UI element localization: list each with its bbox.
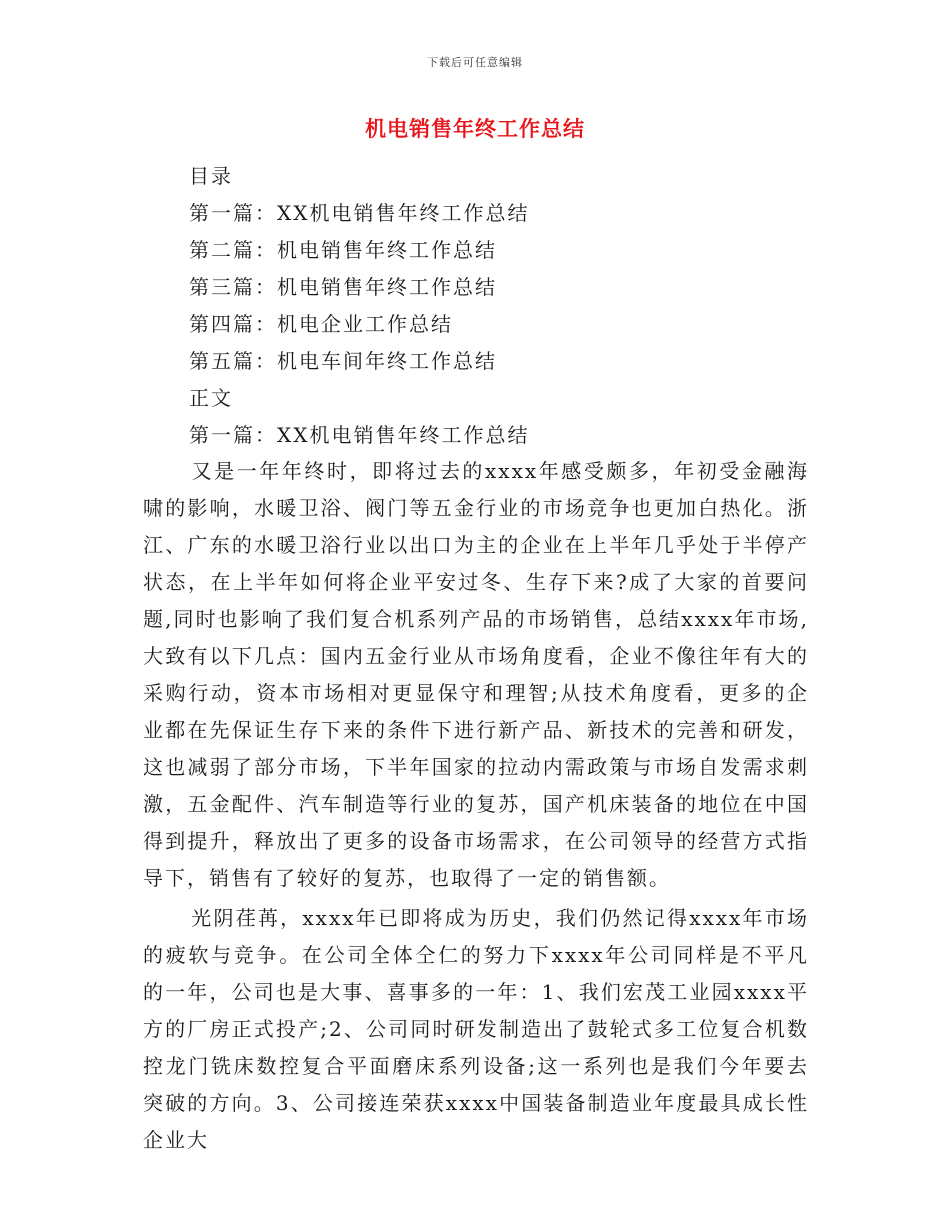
body-paragraph-1: [143, 453, 809, 897]
paragraph-text: 光阴荏苒，xxxx年已即将成为历史，我们仍然记得xxxx年市场的疲软与竞争。在公司全体仝仁的努力下xxxx年公司同样是不平凡的一年，公司也是大事、喜事多的一年：1、我们宏茂工业园xxxx平方的厂房正式投产;2、公司同时研发制造出了鼓轮式多工位复合机数控龙门铣床数控复合平面磨床系列设备;这一系列也是我们今年要去突破的方向。3、公司接连荣获xxxx中国装备制造业年度最具成长性企业大: [143, 906, 809, 1152]
document-title: 机电销售年终工作总结: [365, 117, 585, 141]
body-paragraph-2: [143, 900, 809, 1159]
body-heading: 正文: [189, 386, 233, 410]
table-of-contents: [189, 158, 529, 454]
toc-item: 第五篇：机电车间年终工作总结: [189, 349, 497, 373]
page-header-note: 下载后可任意编辑: [427, 56, 523, 69]
toc-item: 第三篇：机电销售年终工作总结: [189, 275, 497, 299]
toc-item: 第四篇：机电企业工作总结: [189, 312, 453, 336]
toc-item: 第一篇：XX机电销售年终工作总结: [189, 201, 530, 225]
paragraph-text: 又是一年年终时，即将过去的xxxx年感受颇多，年初受金融海啸的影响，水暖卫浴、阀门等五金行业的市场竞争也更加白热化。浙江、广东的水暖卫浴行业以出口为主的企业在上半年几乎处于半停产状态，在上半年如何将企业平安过冬、生存下来?成了大家的首要问题,同时也影响了我们复合机系列产品的市场销售，总结xxxx年市场,大致有以下几点：国内五金行业从市场角度看，企业不像往年有大的采购行动，资本市场相对更显保守和理智;从技术角度看，更多的企业都在先保证生存下来的条件下进行新产品、新技术的完善和研发，这也减弱了部分市场，下半年国家的拉动内需政策与市场自发需求刺激，五金配件、汽车制造等行业的复苏，国产机床装备的地位在中国得到提升，释放出了更多的设备市场需求，在公司领导的经营方式指导下，销售有了较好的复苏，也取得了一定的销售额。: [143, 459, 809, 890]
section-heading: 第一篇：XX机电销售年终工作总结: [189, 423, 530, 447]
toc-heading: 目录: [189, 164, 233, 188]
toc-item: 第二篇：机电销售年终工作总结: [189, 238, 497, 262]
